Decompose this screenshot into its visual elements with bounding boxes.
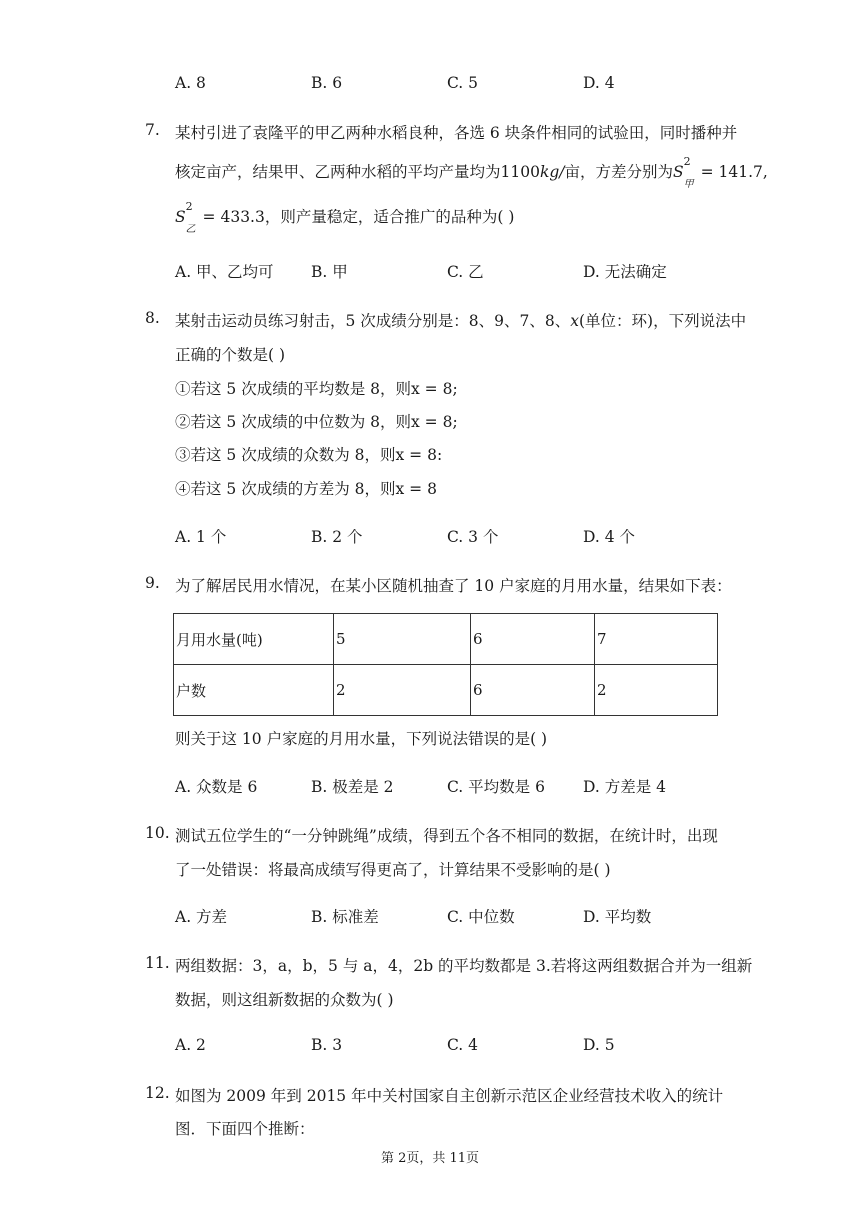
q9-option-d: D. 方差是 4 bbox=[583, 778, 667, 796]
water-usage-table bbox=[173, 613, 718, 716]
q8-item-3: ③若这 5 次成绩的众数为 8，则x = 8: bbox=[175, 446, 443, 464]
q7-var-s: S bbox=[175, 208, 186, 226]
q7-sub: 甲 bbox=[683, 179, 694, 190]
q9-line-2: 则关于这 10 户家庭的月用水量，下列说法错误的是( ) bbox=[175, 730, 548, 748]
q11-line-2: 数据，则这组新数据的众数为( ) bbox=[175, 991, 394, 1009]
table-cell: 6 bbox=[471, 614, 595, 665]
q7-sup: 2 bbox=[683, 155, 691, 168]
q8-item-2: ②若这 5 次成绩的中位数为 8，则x = 8; bbox=[175, 413, 458, 431]
q8-line-1 bbox=[175, 309, 746, 331]
q6-option-d: D. 4 bbox=[583, 74, 615, 92]
q7-text: = 141.7, bbox=[695, 163, 768, 181]
q7-sub: 乙 bbox=[185, 224, 196, 235]
table-row bbox=[174, 614, 718, 665]
q8-item-4: ④若这 5 次成绩的方差为 8，则x = 8 bbox=[175, 480, 437, 498]
q10-option-b: B. 标准差 bbox=[311, 908, 379, 926]
q7-text: = 433.3，则产量稳定，适合推广的品种为( ) bbox=[197, 208, 515, 226]
q6-option-c: C. 5 bbox=[447, 74, 479, 92]
q7-text: 亩，方差分别为 bbox=[564, 163, 674, 181]
q7-unit: kg/ bbox=[539, 163, 565, 181]
q7-var-s: S bbox=[673, 163, 684, 181]
table-row bbox=[174, 665, 718, 716]
q7-option-b: B. 甲 bbox=[311, 263, 348, 281]
page-footer: 第 2页，共 11页 bbox=[380, 1151, 480, 1166]
q10-number: 10. bbox=[145, 824, 170, 842]
q11-option-a: A. 2 bbox=[175, 1036, 206, 1054]
q12-line-1: 如图为 2009 年到 2015 年中关村国家自主创新示范区企业经营技术收入的统计 bbox=[175, 1087, 724, 1105]
q10-option-a: A. 方差 bbox=[175, 908, 228, 926]
table-cell: 户数 bbox=[174, 665, 334, 716]
q8-var-x: x bbox=[570, 312, 579, 330]
q9-option-b: B. 极差是 2 bbox=[311, 778, 394, 796]
q10-line-2: 了一处错误：将最高成绩写得更高了，计算结果不受影响的是( ) bbox=[175, 861, 611, 879]
q8-line-2: 正确的个数是( ) bbox=[175, 346, 286, 364]
q8-item-1: ①若这 5 次成绩的平均数是 8，则x = 8; bbox=[175, 380, 458, 398]
q7-sup: 2 bbox=[185, 200, 193, 213]
q8-option-c: C. 3 个 bbox=[447, 528, 499, 546]
table-cell: 6 bbox=[471, 665, 595, 716]
q7-option-a: A. 甲、乙均可 bbox=[175, 263, 274, 281]
q12-number: 12. bbox=[145, 1084, 170, 1102]
q6-option-b: B. 6 bbox=[311, 74, 343, 92]
q11-option-c: C. 4 bbox=[447, 1036, 479, 1054]
q9-line-1: 为了解居民用水情况，在某小区随机抽查了 10 户家庭的月用水量，结果如下表： bbox=[175, 577, 732, 595]
q7-value: 1100 bbox=[500, 163, 540, 181]
q10-option-d: D. 平均数 bbox=[583, 908, 652, 926]
q7-number: 7. bbox=[145, 121, 160, 139]
q7-text: 核定亩产，结果甲、乙两种水稻的平均产量均为 bbox=[175, 163, 501, 181]
q8-option-b: B. 2 个 bbox=[311, 528, 363, 546]
q9-option-a: A. 众数是 6 bbox=[175, 778, 258, 796]
q8-option-d: D. 4 个 bbox=[583, 528, 636, 546]
q12-line-2: 图．下面四个推断： bbox=[175, 1120, 315, 1138]
q7-line-2 bbox=[175, 155, 768, 190]
q7-option-c: C. 乙 bbox=[447, 263, 484, 281]
q11-option-b: B. 3 bbox=[311, 1036, 343, 1054]
q10-option-c: C. 中位数 bbox=[447, 908, 515, 926]
q7-line-1: 某村引进了袁隆平的甲乙两种水稻良种，各选 6 块条件相同的试验田，同时播种并 bbox=[175, 124, 738, 142]
q8-text: 某射击运动员练习射击，5 次成绩分别是：8、9、7、8、 bbox=[175, 312, 571, 330]
q11-line-1: 两组数据：3，a，b，5 与 a，4，2b 的平均数都是 3.若将这两组数据合并为一组新 bbox=[175, 957, 753, 975]
q11-number: 11. bbox=[145, 954, 170, 972]
q8-text: (单位：环)，下列说法中 bbox=[579, 312, 747, 330]
q8-option-a: A. 1 个 bbox=[175, 528, 227, 546]
q9-number: 9. bbox=[145, 574, 160, 592]
q7-line-3 bbox=[175, 200, 515, 235]
q10-line-1: 测试五位学生的“一分钟跳绳”成绩，得到五个各不相同的数据，在统计时，出现 bbox=[175, 827, 718, 845]
table-cell: 2 bbox=[595, 665, 718, 716]
q6-option-a: A. 8 bbox=[175, 74, 206, 92]
q9-option-c: C. 平均数是 6 bbox=[447, 778, 545, 796]
table-cell: 月用水量(吨) bbox=[174, 614, 334, 665]
table-cell: 2 bbox=[334, 665, 471, 716]
table-cell: 7 bbox=[595, 614, 718, 665]
q11-option-d: D. 5 bbox=[583, 1036, 615, 1054]
table-cell: 5 bbox=[334, 614, 471, 665]
q7-option-d: D. 无法确定 bbox=[583, 263, 667, 281]
q8-number: 8. bbox=[145, 309, 160, 327]
